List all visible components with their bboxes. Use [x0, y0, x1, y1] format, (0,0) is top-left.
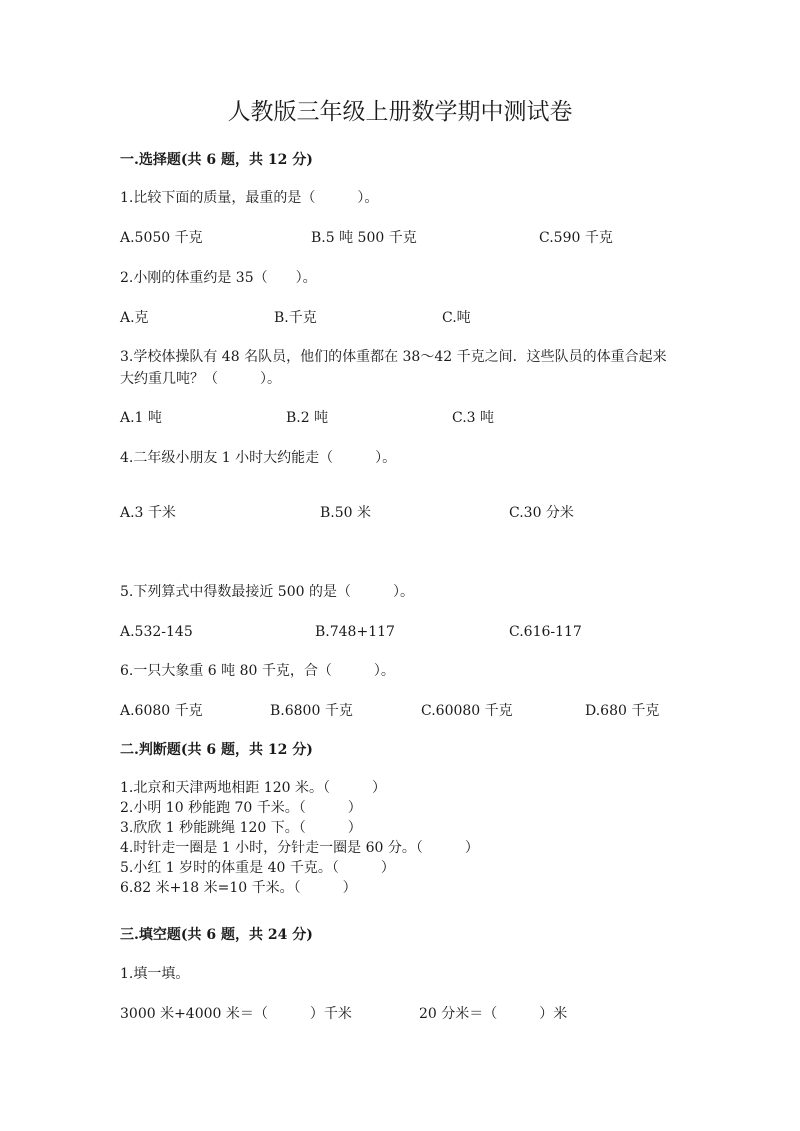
judge-item-2: 2.小明 10 秒能跑 70 千米。（ ）	[120, 800, 362, 816]
question-2-option-b: B.千克	[274, 310, 317, 326]
question-4: 4.二年级小朋友 1 小时大约能走（ ）。	[120, 450, 397, 466]
judge-list	[120, 778, 479, 898]
question-6-option-a: A.6080 千克	[120, 703, 203, 719]
question-5-option-a: A.532-145	[120, 624, 193, 640]
section-heading-choice: 一.选择题(共 6 题，共 12 分)	[120, 152, 313, 168]
question-4-option-c: C.30 分米	[509, 505, 574, 521]
fill-item-1: 3000 米+4000 米＝（ ）千米	[120, 1006, 352, 1022]
section-heading-judge: 二.判断题(共 6 题，共 12 分)	[120, 742, 313, 758]
question-2: 2.小刚的体重约是 35（ ）。	[120, 270, 317, 286]
question-1-option-c: C.590 千克	[539, 230, 613, 246]
fill-question-1: 1.填一填。	[120, 966, 190, 982]
judge-item-3: 3.欣欣 1 秒能跳绳 120 下。（ ）	[120, 820, 362, 836]
question-3: 3.学校体操队有 48 名队员，他们的体重都在 38～42 千克之间．这些队员的体重合起来大约重几吨？（ ）。	[120, 349, 667, 387]
question-5: 5.下列算式中得数最接近 500 的是（ ）。	[120, 584, 414, 600]
question-1-option-b: B.5 吨 500 千克	[311, 230, 417, 246]
question-3-option-a: A.1 吨	[120, 410, 162, 426]
question-6-option-c: C.60080 千克	[421, 703, 513, 719]
question-1: 1.比较下面的质量，最重的是（ ）。	[120, 190, 379, 206]
question-4-option-a: A.3 千米	[120, 505, 176, 521]
fill-item-2: 20 分米＝（ ）米	[419, 1006, 568, 1022]
judge-item-4: 4.时针走一圈是 1 小时，分针走一圈是 60 分。（ ）	[120, 840, 479, 856]
question-5-option-c: C.616-117	[509, 624, 582, 640]
question-3-option-b: B.2 吨	[286, 410, 329, 426]
judge-item-5: 5.小红 1 岁时的体重是 40 千克。（ ）	[120, 860, 395, 876]
question-6-option-d: D.680 千克	[585, 703, 660, 719]
question-4-option-b: B.50 米	[320, 505, 372, 521]
question-3-option-c: C.3 吨	[452, 410, 495, 426]
question-1-option-a: A.5050 千克	[120, 230, 203, 246]
question-6: 6.一只大象重 6 吨 80 千克，合（ ）。	[120, 663, 395, 679]
page-title: 人教版三年级上册数学期中测试卷	[227, 99, 573, 125]
question-6-option-b: B.6800 千克	[270, 703, 353, 719]
question-2-option-a: A.克	[120, 310, 149, 326]
question-5-option-b: B.748+117	[315, 624, 395, 640]
judge-item-6: 6.82 米+18 米=10 千米。（ ）	[120, 880, 357, 896]
question-2-option-c: C.吨	[442, 310, 471, 326]
judge-item-1: 1.北京和天津两地相距 120 米。（ ）	[120, 780, 386, 796]
section-heading-fill: 三.填空题(共 6 题，共 24 分)	[120, 927, 313, 943]
